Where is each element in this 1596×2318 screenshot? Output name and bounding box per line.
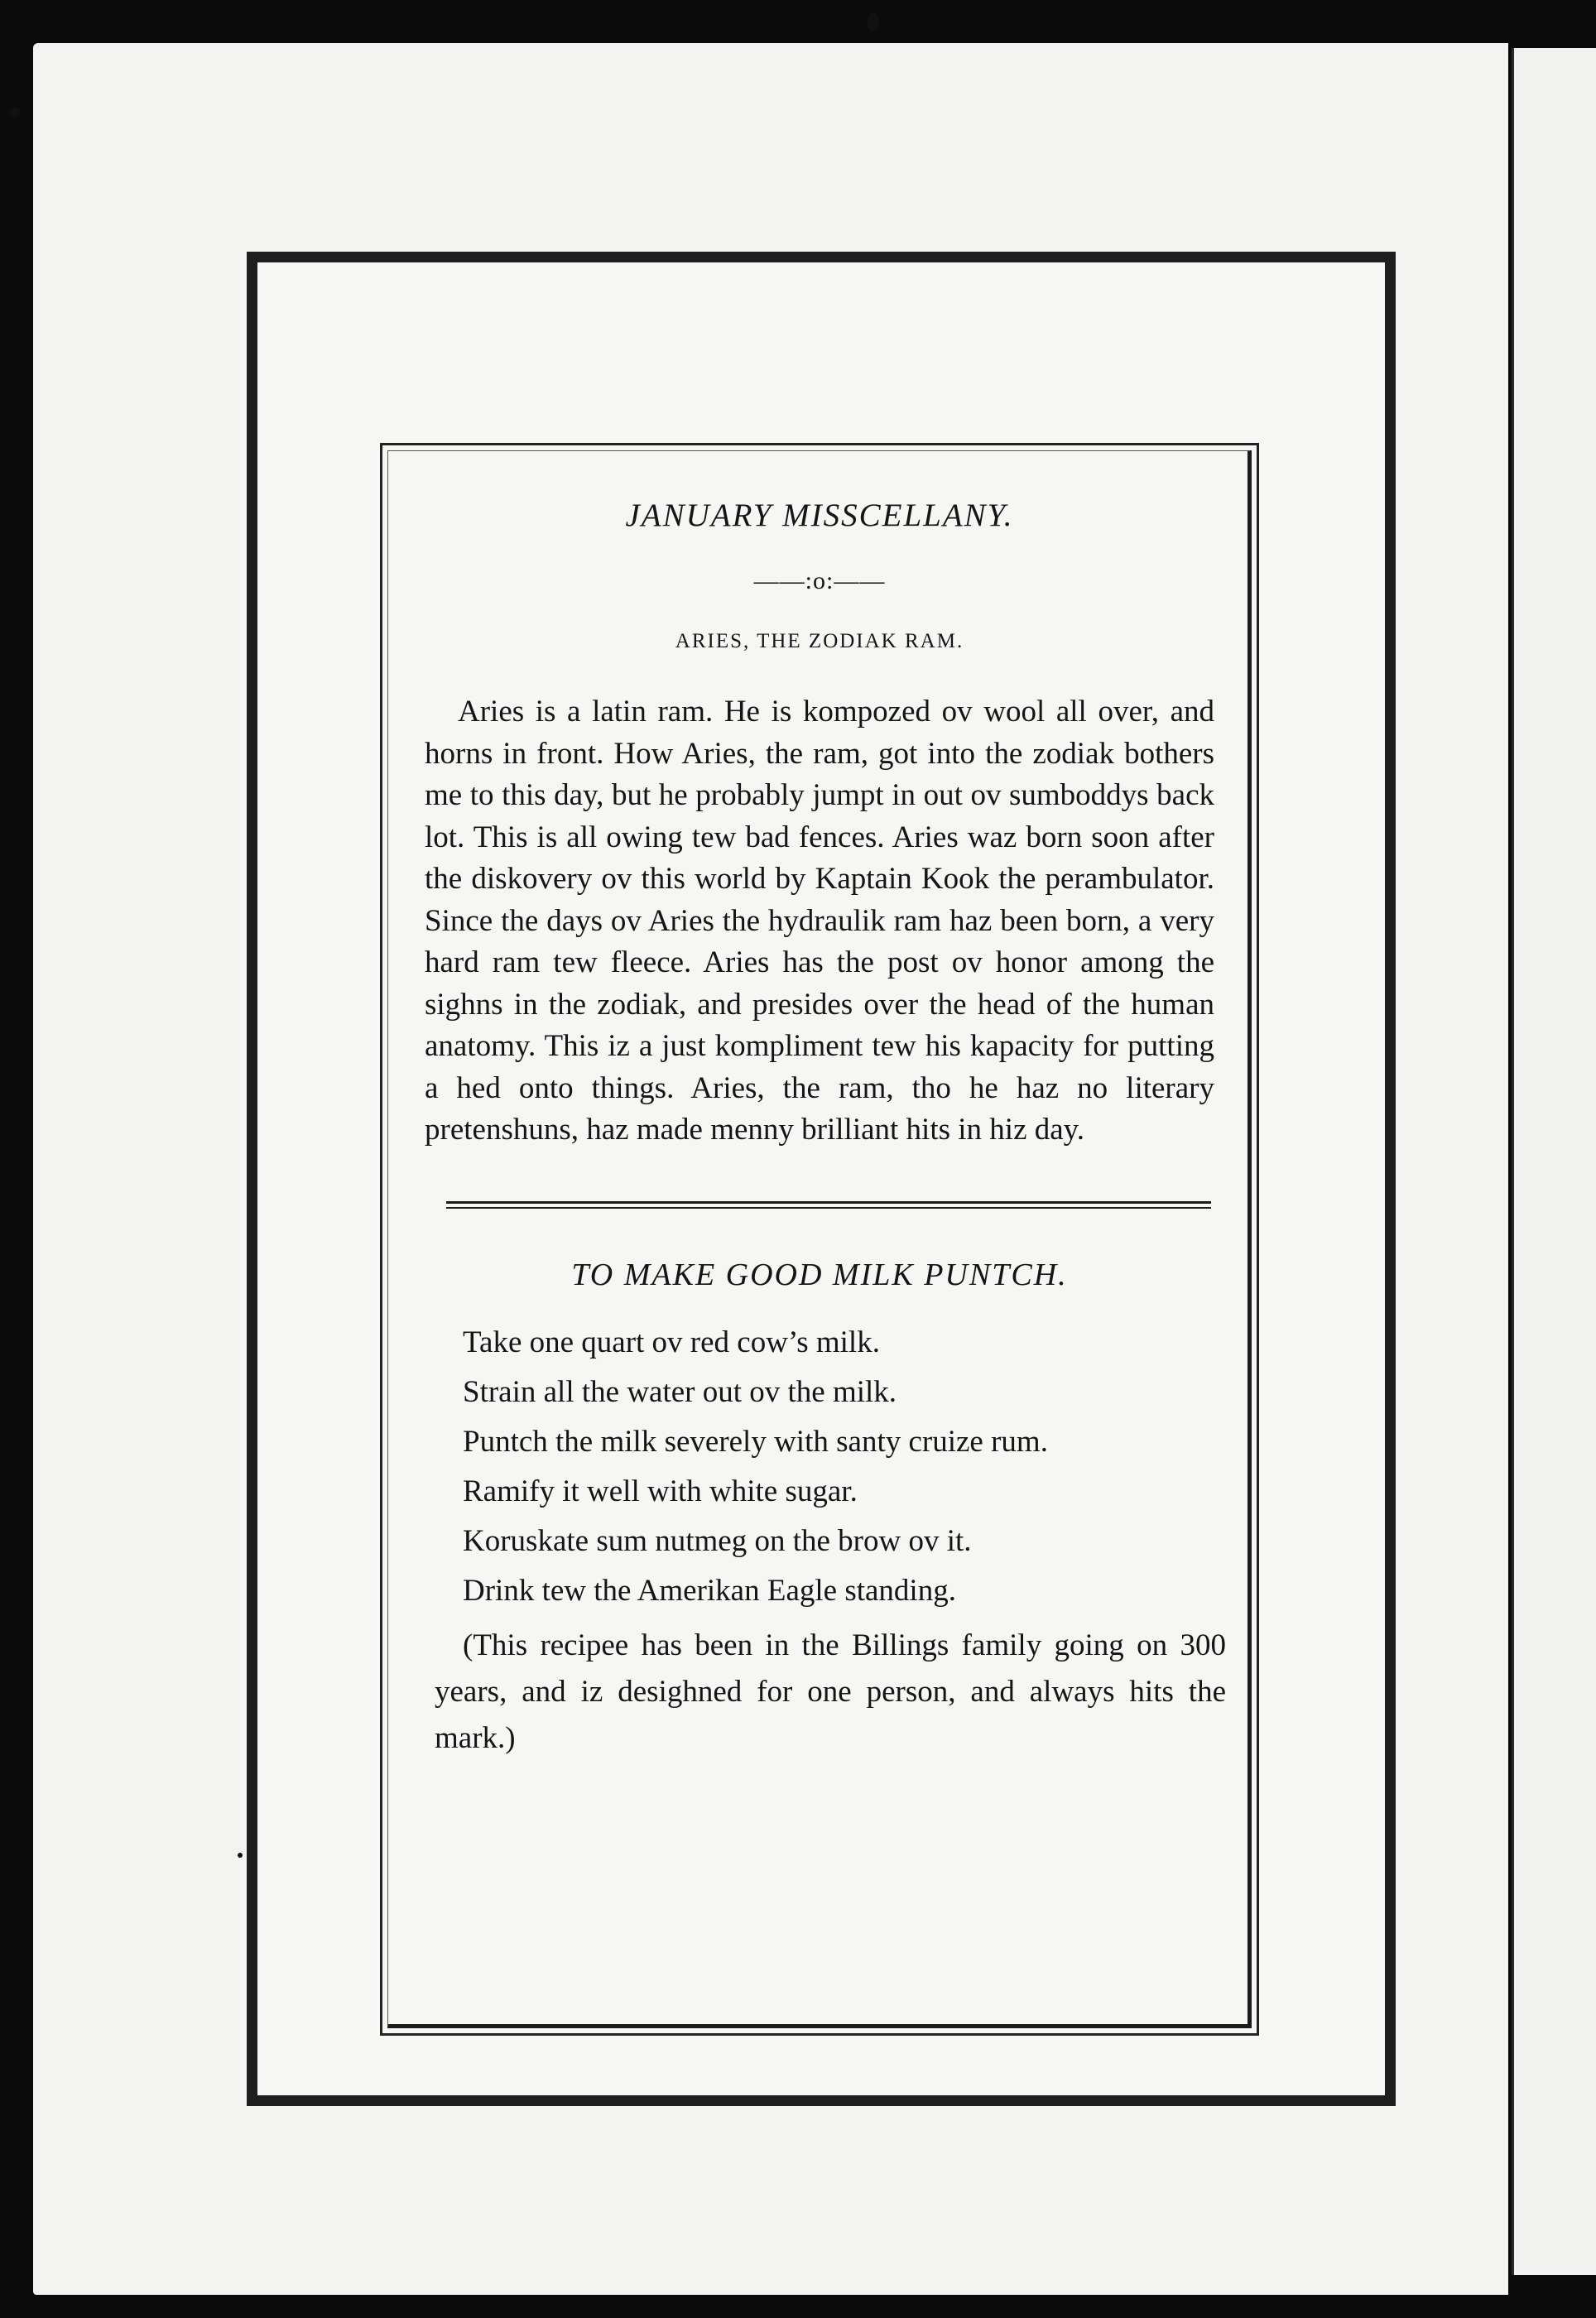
- inner-border-frame-double: [387, 450, 1252, 2028]
- recipe-step: Strain all the water out ov the milk.: [463, 1374, 897, 1409]
- ink-speck: [868, 13, 879, 31]
- recipe-note: (This recipee has been in the Billings family going on 300 years, and iz desighned for one person, and always hits the mark.): [435, 1628, 1226, 1755]
- facing-page-edge: [1512, 48, 1596, 2275]
- recipe-step: Puntch the milk severely with santy cruize rum.: [463, 1424, 1048, 1459]
- page-title: JANUARY MISSCELLANY.: [625, 498, 1014, 533]
- ink-speck: [238, 1853, 243, 1858]
- recipe-step: Koruskate sum nutmeg on the brow ov it.: [463, 1523, 972, 1558]
- recipe-step: Take one quart ov red cow’s milk.: [463, 1325, 880, 1359]
- section-divider-rule: [446, 1201, 1211, 1209]
- page-sheet: [33, 43, 1508, 2295]
- inner-border-frame: [380, 443, 1259, 2036]
- recipe-step: Ramify it well with white sugar.: [463, 1474, 858, 1508]
- recipe-step: Drink tew the Amerikan Eagle standing.: [463, 1573, 956, 1608]
- page-content: [425, 451, 1226, 1792]
- recipe-title: TO MAKE GOOD MILK PUNTCH.: [571, 1257, 1068, 1292]
- outer-border-frame: [247, 252, 1396, 2106]
- ink-speck: [10, 108, 20, 116]
- aries-heading: ARIES, THE ZODIAK RAM.: [675, 630, 964, 652]
- aries-paragraph: Aries is a latin ram. He is kompozed ov wool all over, and horns in front. How Aries, the ram, got into the zodiak bothers me to this day, but he probably jumpt in out ov sumboddys back lot. This is all owing tew bad fences. Aries waz born soon after the diskovery ov this world by Kaptain Kook the perambulator. Since the days ov Aries the hydraulik ram haz been born, a very hard ram tew fleece. Aries has the post ov honor among the sighns in the zodiak, and presides over the head of the human anatomy. This iz a just kompliment tew his kapacity for putting a hed onto things. Aries, the ram, tho he haz no literary pretenshuns, haz made menny brilliant hits in hiz day.: [425, 695, 1214, 1147]
- title-ornament: ——:o:——: [753, 567, 886, 594]
- recipe-steps-list: [425, 1318, 1214, 1616]
